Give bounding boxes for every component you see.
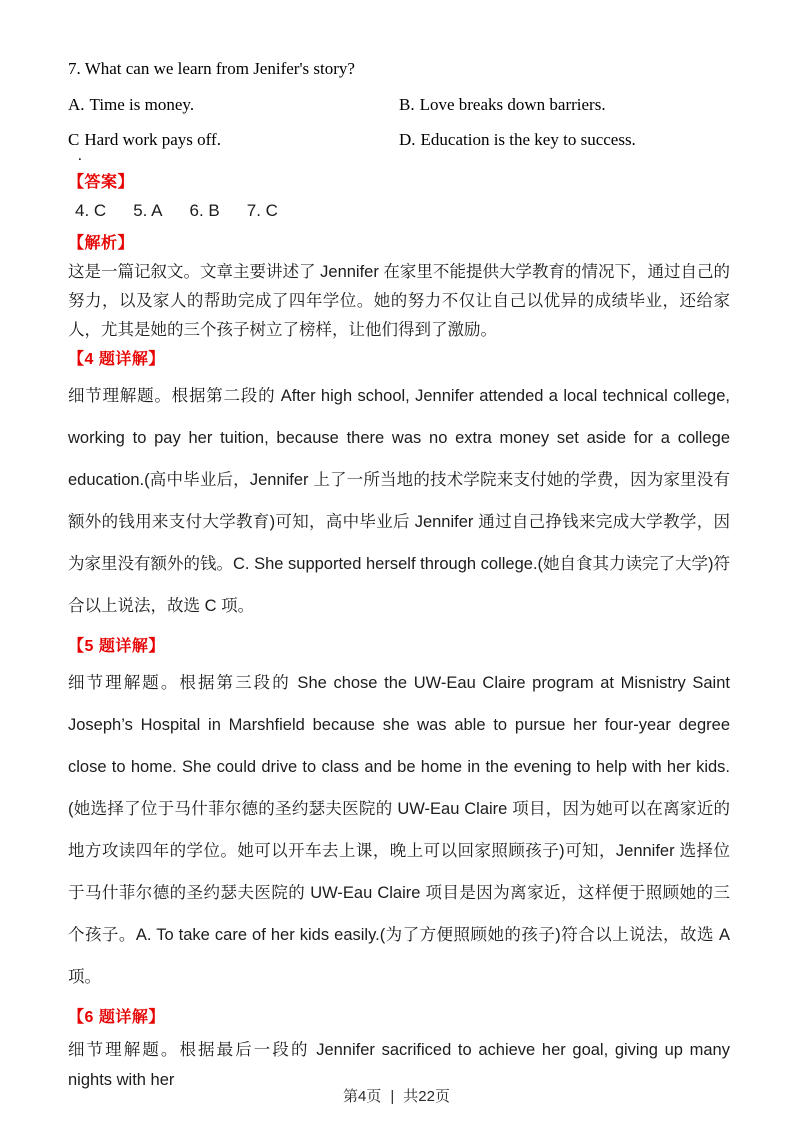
answer-list [68, 200, 730, 222]
option-d-key: D. [399, 130, 416, 149]
detail-text-6: 细节理解题。根据最后一段的 Jennifer sacrificed to achieve her goal, giving up many nights with her [68, 1041, 730, 1089]
option-d [399, 129, 730, 151]
total-pages: 共22页 [403, 1088, 450, 1105]
answer-item-6: 6. B [189, 201, 220, 220]
option-b-text: Love breaks down barriers. [419, 95, 606, 114]
detail-section-6 [68, 1006, 730, 1095]
detail-heading-4: 【4 题详解】 [68, 351, 165, 368]
answer-item-4: 4. C [75, 201, 107, 220]
detail-text-5: 细节理解题。根据第三段的 She chose the UW-Eau Claire program at Misnistry Saint Joseph’s Hospital in Marshfield because she was able to pursue her four-year degree close to home. She could drive to class and be home in the evening to help with her kids.(她选择了位于马什菲尔德的圣约瑟夫医院的 UW-Eau Claire 项目，因为她可以在离家近的地方攻读四年的学位。她可以开车去上课，晚上可以回家照顾孩子)可知，Jennifer 选择位于马什菲尔德的圣约瑟夫医院的 UW-Eau Claire 项目是因为离家近，这样便于照顾她的三个孩子。A. To take care of her kids easily.(为了方便照顾她的孩子)符合以上说法，故选 A 项。 [68, 674, 730, 986]
question-options [68, 94, 730, 164]
detail-heading-5: 【5 题详解】 [68, 638, 165, 655]
detail-text-4: 细节理解题。根据第二段的 After high school, Jennifer attended a local technical college, working to pay her tuition, because there was no extra money set aside for a college education.(高中毕业后，Jennifer 上了一所当地的技术学院来支付她的学费，因为家里没有额外的钱用来支付大学教育)可知，高中毕业后 Jennifer 通过自己挣钱来完成大学教学，因为家里没有额外的钱。C. She supported herself through college.(她自食其力读完了大学)符合以上说法，故选 C 项。 [68, 387, 731, 615]
option-a-text: Time is money. [89, 95, 195, 114]
option-a-key: A. [68, 95, 85, 114]
option-c-displaced-period: . [78, 148, 82, 164]
answer-heading: 【答案】 [68, 174, 135, 191]
detail-section-5 [68, 635, 730, 998]
analysis-heading: 【解析】 [68, 235, 135, 252]
option-c-key: C [68, 130, 80, 149]
detail-section-4 [68, 348, 730, 627]
footer-separator: | [390, 1088, 395, 1105]
detail-heading-6: 【6 题详解】 [68, 1009, 165, 1026]
option-b [399, 94, 730, 116]
question-text: 7. What can we learn from Jenifer's story? [68, 59, 355, 78]
option-c-text: Hard work pays off. [84, 130, 221, 149]
analysis-text: 这是一篇记叙文。文章主要讲述了 Jennifer 在家里不能提供大学教育的情况下，通过自己的努力，以及家人的帮助完成了四年学位。她的努力不仅让自己以优异的成绩毕业，还给家人，尤其是她的三个孩子树立了榜样，让他们得到了激励。 [68, 263, 730, 339]
option-a [68, 94, 399, 116]
option-c [68, 129, 399, 164]
answer-item-7: 7. C [246, 201, 278, 220]
page-number: 第4页 [343, 1088, 382, 1105]
page-footer [0, 1085, 793, 1106]
option-b-key: B. [399, 95, 415, 114]
option-d-text: Education is the key to success. [420, 130, 636, 149]
answer-item-5: 5. A [133, 201, 163, 220]
